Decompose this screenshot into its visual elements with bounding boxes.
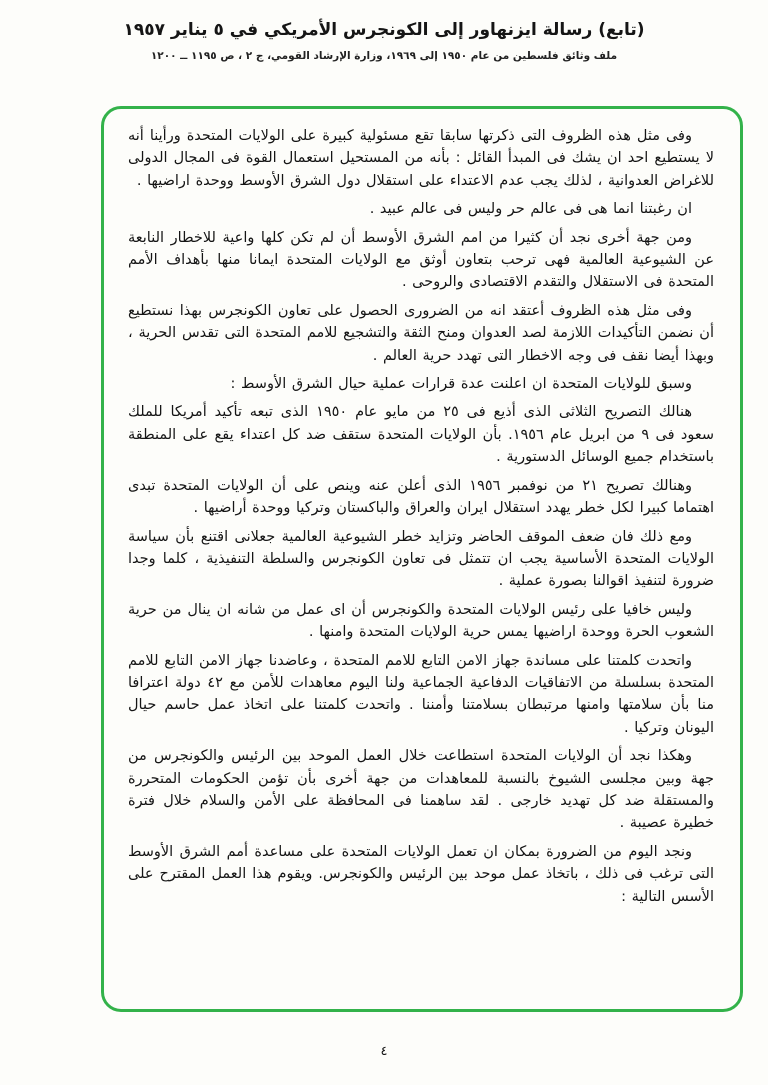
paragraph-4: وفى مثل هذه الظروف أعتقد انه من الضرورى الحصول على تعاون الكونجرس بهذا نستطيع أن نضمن التأكيدات اللازمة لصد العدوان ومنح الثقة والتشجيع للامم المتحدة التى تقدس الحرية ، وبهذا أيضا نقف فى وجه الاخطار التى تهدد حرية العالم .: [128, 302, 714, 364]
paragraph-12: ونجد اليوم من الضرورة بمكان ان تعمل الولايات المتحدة على مساعدة أمم الشرق الأوسط التى ترغب فى ذلك ، باتخاذ عمل موحد بين الرئيس والكونجرس. ويقوم هذا العمل المقترح على الأسس التالية :: [128, 843, 714, 905]
paragraph-1: وفى مثل هذه الظروف التى ذكرتها سابقا تقع مسئولية كبيرة على الولايات المتحدة ورأينا أنه لا يستطيع احد ان يشك فى المبدأ القائل : بأنه من المستحيل استعمال القوة فى المجال الدولى للاغراض العدوانية ، لذلك يجب عدم الاعتداء على استقلال دول الشرق الأوسط ووحدة اراضيها .: [128, 128, 714, 189]
bordered-text-frame: [101, 106, 743, 1012]
paragraph-6: هنالك التصريح الثلاثى الذى أذيع فى ٢٥ من مايو عام ١٩٥٠ الذى تبعه تأكيد أمريكا للملك سعود فى ٩ من ابريل عام ١٩٥٦. بأن الولايات المتحدة ستقف ضد كل اعتداء يقع على المنطقة باستخدام جميع الوسائل الدستورية .: [128, 404, 715, 466]
paragraph-10: واتحدت كلمتنا على مساندة جهاز الامن التابع للامم المتحدة ، وعاضدنا جهاز الامن التابع للامم المتحدة بسلسلة من الاتفاقيات الدفاعية الجماعية ولنا اليوم معاهدات للأمن مع ٤٢ دولة اعترافا منا بأن سلامتها وامنها مرتبطان بسلامتنا وأمننا . واتحدت كلمتنا على اتخاذ عمل حاسم حيال اليونان وتركيا .: [128, 652, 714, 736]
page-number: ٤: [380, 1044, 388, 1059]
document-header: [0, 0, 768, 62]
paragraph-5: وسبق للولايات المتحدة ان اعلنت عدة قرارات عملية حيال الشرق الأوسط :: [230, 376, 692, 393]
paragraph-8: ومع ذلك فان ضعف الموقف الحاضر وتزايد خطر الشيوعية العالمية جعلانى اقتنع بأن سياسة الولايات المتحدة الأساسية يجب ان تتمثل فى تعاون الكونجرس والسلطة التنفيذية ، كلما وجدا ضرورة لتنفيذ اقوالنا بصورة عملية .: [128, 528, 714, 590]
document-source-citation: ملف وثائق فلسطين من عام ١٩٥٠ إلى ١٩٦٩، وزارة الإرشاد القومي، ج ٢ ، ص ١١٩٥ ــ ١٢٠٠: [150, 50, 618, 62]
paragraph-3: ومن جهة أخرى نجد أن كثيرا من امم الشرق الأوسط أن لم تكن كلها واعية للاخطار النابعة عن الشيوعية العالمية فهى ترحب بتعاون أوثق مع الولايات المتحدة ايمانا منها بأهداف الأمم المتحدة فى الاستقلال والتقدم الاقتصادى والروحى .: [128, 229, 714, 291]
document-title: (تابع) رسالة ايزنهاور إلى الكونجرس الأمريكي في ٥ يناير ١٩٥٧: [123, 20, 645, 40]
paragraph-9: وليس خافيا على رئيس الولايات المتحدة والكونجرس أن اى عمل من شانه ان ينال من حرية الشعوب الحرة ووحدة اراضيها يمس حرية الولايات المتحدة وامنها .: [128, 601, 714, 641]
paragraph-2: ان رغبتنا انما هى فى عالم حر وليس فى عالم عبيد .: [369, 201, 692, 218]
paragraph-11: وهكذا نجد أن الولايات المتحدة استطاعت خلال العمل الموحد بين الرئيس والكونجرس من جهة وبين مجلسى الشيوخ بالنسبة للمعاهدات من جهة أخرى بأن تؤمن الحكومات المتحررة والمستقلة ضد كل تهديد خارجى . لقد ساهمنا فى المحافظة على الأمن والسلام خلال فترة خطيرة عصيبة .: [128, 748, 714, 832]
document-footer: [0, 1040, 768, 1059]
paragraph-7: وهنالك تصريح ٢١ من نوفمبر ١٩٥٦ الذى أعلن عنه وينص على أن الولايات المتحدة تبدى اهتماما كبيرا لكل خطر يهدد استقلال ايران والعراق والباكستان وتركيا ووحدة أراضيها .: [128, 477, 714, 517]
